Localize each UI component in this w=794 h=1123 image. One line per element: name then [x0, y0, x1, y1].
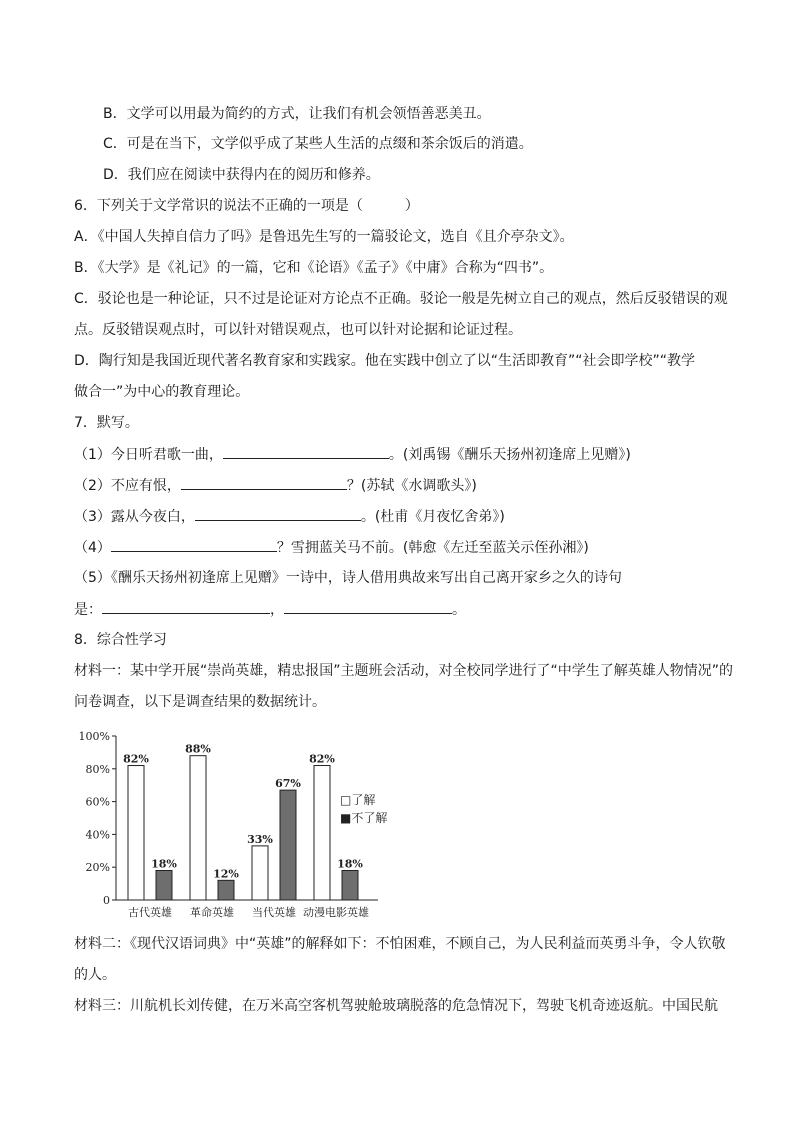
- bar-data-label: 18%: [337, 857, 363, 871]
- bar-data-label: 82%: [309, 752, 335, 766]
- x-category-label: 当代英雄: [252, 906, 296, 919]
- q6-option-a: A．《中国人失掉自信力了吗》是鲁迅先生写的一篇驳论文，选自《且介亭杂文》。: [74, 229, 574, 245]
- q7-item-3-source: 。(杜甫《月夜忆舍弟》): [360, 509, 505, 525]
- x-category-label: 动漫电影英雄: [303, 906, 369, 919]
- bar-data-label: 88%: [185, 742, 211, 756]
- material-1-line1: 材料一：某中学开展“崇尚英雄，精忠报国”主题班会活动，对全校同学进行了“中学生了解英雄人物情况”的: [74, 663, 734, 679]
- q7-item-5-prompt: 是：: [74, 602, 102, 618]
- bar-known: [314, 766, 330, 900]
- bar-known: [190, 756, 206, 900]
- bar-data-label: 18%: [151, 857, 177, 871]
- q6-option-c-line2: 点。反驳错误观点时，可以针对错误观点，也可以针对论据和论证过程。: [74, 322, 522, 338]
- bar-unknown: [342, 870, 358, 900]
- bar-known: [128, 766, 144, 900]
- material-1-line2: 问卷调查，以下是调查结果的数据统计。: [74, 694, 326, 710]
- material-2-line2: 的人。: [74, 967, 116, 983]
- y-tick-label: 20%: [85, 861, 110, 875]
- q7-item-2: [74, 475, 477, 496]
- survey-bar-chart: [78, 726, 408, 926]
- bar-known: [252, 846, 268, 900]
- option-b-q5: B．文学可以用最为简约的方式，让我们有机会领悟善恶美丑。: [103, 106, 491, 122]
- y-tick-label: 100%: [78, 730, 110, 743]
- bar-data-label: 82%: [123, 752, 149, 766]
- q7-item-2-source: ？(苏轼《水调歌头》): [346, 478, 477, 494]
- answer-blank[interactable]: [223, 444, 389, 459]
- q6-option-d-line2: 做合一”为中心的教育理论。: [74, 384, 250, 400]
- material-3-line1: 材料三：川航机长刘传健，在万米高空客机驾驶舱玻璃脱落的危急情况下，驾驶飞机奇迹返航。中国民航: [74, 998, 718, 1014]
- y-tick-label: 60%: [85, 795, 110, 809]
- answer-blank[interactable]: [195, 506, 361, 521]
- q7-item-4: [74, 537, 589, 558]
- q7-item-4-prompt: （4）: [74, 540, 111, 556]
- material-2-line1: 材料二：《现代汉语词典》中“英雄”的解释如下：不怕困难，不顾自己，为人民利益而英勇斗争，令人钦敬: [74, 936, 726, 952]
- y-tick-label: 40%: [85, 828, 110, 842]
- legend-entry: ■不了解: [340, 811, 388, 825]
- q7-item-3: [74, 506, 505, 527]
- q7-item-1: [74, 444, 631, 465]
- question-6-stem: 6．下列关于文学常识的说法不正确的一项是（ ）: [74, 198, 419, 214]
- bar-unknown: [156, 870, 172, 900]
- question-7-stem: 7．默写。: [74, 415, 139, 431]
- x-category-label: 古代英雄: [128, 906, 172, 919]
- q7-item-1-source: 。(刘禹锡《酬乐天扬州初逢席上见赠》): [388, 447, 631, 463]
- answer-blank[interactable]: [102, 599, 270, 614]
- x-category-label: 革命英雄: [190, 906, 234, 919]
- q7-item-4-source: ？雪拥蓝关马不前。(韩愈《左迁至蓝关示侄孙湘》): [276, 540, 589, 556]
- q7-item-5-line2: [74, 599, 466, 620]
- answer-blank[interactable]: [181, 475, 347, 490]
- q7-item-2-prompt: （2）不应有恨，: [74, 478, 181, 494]
- q7-item-3-prompt: （3）露从今夜白，: [74, 509, 195, 525]
- bar-data-label: 12%: [213, 867, 239, 881]
- answer-blank[interactable]: [284, 599, 452, 614]
- bar-unknown: [280, 790, 296, 900]
- answer-blank[interactable]: [111, 537, 277, 552]
- q7-item-1-prompt: （1）今日听君歌一曲，: [74, 447, 223, 463]
- q7-item-5-line1: （5）《酬乐天扬州初逢席上见赠》一诗中，诗人借用典故来写出自己离开家乡之久的诗句: [74, 570, 622, 586]
- q7-item-5-comma: ，: [270, 602, 284, 618]
- bar-unknown: [218, 880, 234, 900]
- q6-option-d-line1: D．陶行知是我国近现代著名教育家和实践家。他在实践中创立了以“生活即教育”“社会即学校”“教学: [74, 353, 696, 369]
- question-8-stem: 8．综合性学习: [74, 632, 167, 648]
- q6-option-b: B．《大学》是《礼记》的一篇，它和《论语》《孟子》《中庸》合称为“四书”。: [74, 260, 554, 276]
- bar-data-label: 67%: [275, 777, 301, 791]
- bar-data-label: 33%: [247, 832, 273, 846]
- y-tick-label: 80%: [85, 762, 110, 776]
- option-d-q5: D．我们应在阅读中获得内在的阅历和修养。: [103, 167, 380, 183]
- option-c-q5: C．可是在当下，文学似乎成了某些人生活的点缀和茶余饭后的消遣。: [103, 136, 533, 152]
- q6-option-c-line1: C．驳论也是一种论证，只不过是论证对方论点不正确。驳论一般是先树立自己的观点，然后反驳错误的观: [74, 291, 728, 307]
- legend-entry: □了解: [340, 793, 376, 807]
- y-tick-label: 0: [103, 894, 110, 907]
- q7-item-5-end: 。: [452, 602, 466, 618]
